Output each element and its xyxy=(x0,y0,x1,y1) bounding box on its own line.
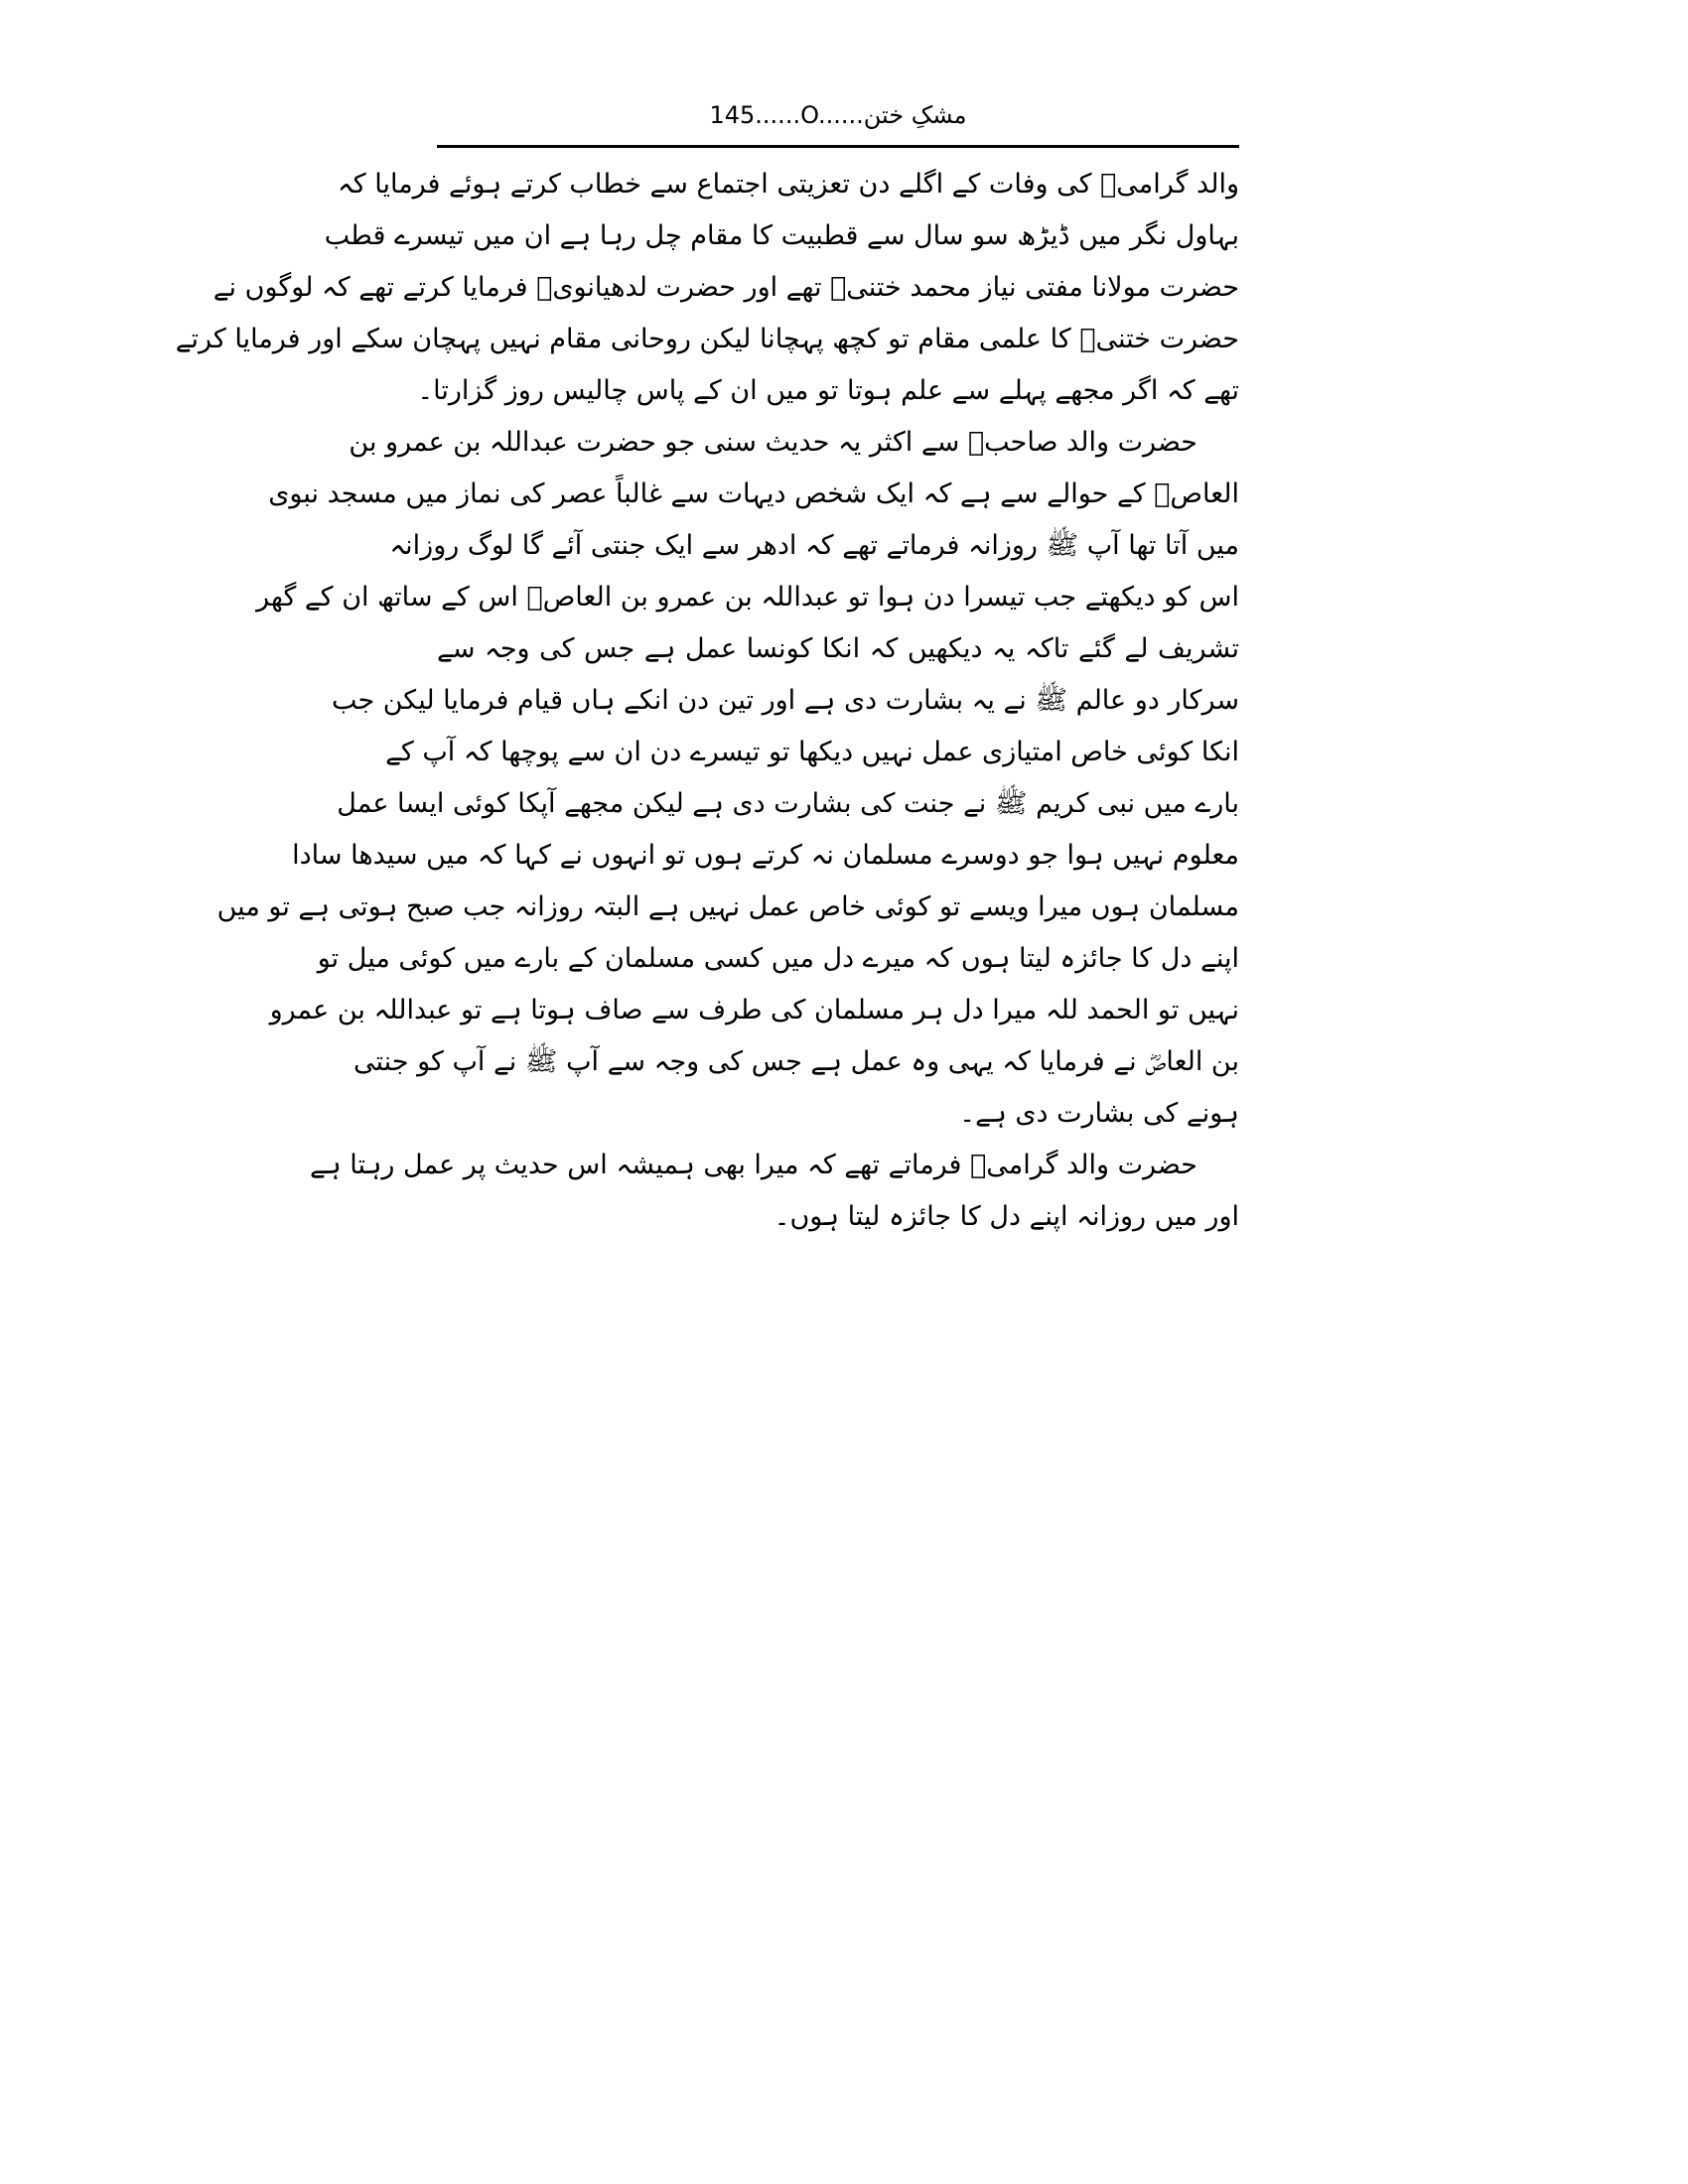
text-line: اپنے دل کا جائزہ لیتا ہوں کہ میرے دل میں کسی مسلمان کے بارے میں کوئی میل تو xyxy=(317,943,1239,974)
text-line: تشریف لے گئے تاکہ یہ دیکھیں کہ انکا کونسا عمل ہے جس کی وجہ سے xyxy=(437,633,1239,664)
text-line: ہونے کی بشارت دی ہے۔ xyxy=(959,1098,1239,1129)
text-line: حضرت مولانا مفتی نیاز محمد ختنیؒ تھے اور حضرت لدھیانویؒ فرمایا کرتے تھے کہ لوگوں نے xyxy=(212,272,1239,303)
text-body xyxy=(175,159,1239,1243)
text-line: مسلمان ہوں میرا ویسے تو کوئی خاص عمل نہیں ہے البتہ روزانہ جب صبح ہوتی ہے تو میں xyxy=(216,891,1239,922)
text-line: بن العاصؓ نے فرمایا کہ یہی وہ عمل ہے جس کی وجہ سے آپ ﷺ نے آپ کو جنتی xyxy=(353,1046,1239,1077)
text-line: تھے کہ اگر مجھے پہلے سے علم ہوتا تو میں ان کے پاس چالیس روز گزارتا۔ xyxy=(417,375,1239,406)
text-line: حضرت والد صاحبؒ سے اکثر یہ حدیث سنی جو حضرت عبداللہ بن عمرو بن xyxy=(349,427,1197,458)
header-separator: ......O...... xyxy=(755,101,864,129)
book-title: مشکِ ختن xyxy=(863,101,967,129)
text-line: سرکار دو عالم ﷺ نے یہ بشارت دی ہے اور تین دن انکے ہاں قیام فرمایا لیکن جب xyxy=(331,685,1239,716)
header-rule xyxy=(437,145,1239,148)
text-line: والد گرامیؒ کی وفات کے اگلے دن تعزیتی اجتماع سے خطاب کرتے ہوئے فرمایا کہ xyxy=(337,169,1239,200)
text-line: العاصؓ کے حوالے سے ہے کہ ایک شخص دیہات سے غالباً عصر کی نماز میں مسجد نبوی xyxy=(268,478,1239,509)
page-header xyxy=(437,95,1239,135)
text-line: بارے میں نبی کریم ﷺ نے جنت کی بشارت دی ہے لیکن مجھے آپکا کوئی ایسا عمل xyxy=(337,788,1239,819)
text-line: بہاول نگر میں ڈیڑھ سو سال سے قطبیت کا مقام چل رہا ہے ان میں تیسرے قطب xyxy=(324,220,1239,251)
text-line: اس کو دیکھتے جب تیسرا دن ہوا تو عبداللہ بن عمرو بن العاصؓ اس کے ساتھ ان کے گھر xyxy=(256,582,1239,613)
text-line: اور میں روزانہ اپنے دل کا جائزہ لیتا ہوں۔ xyxy=(774,1201,1239,1232)
page-number: 145 xyxy=(709,101,756,129)
text-line: نہیں تو الحمد للہ میرا دل ہر مسلمان کی طرف سے صاف ہوتا ہے تو عبداللہ بن عمرو xyxy=(269,995,1239,1025)
text-line: حضرت والد گرامیؒ فرماتے تھے کہ میرا بھی ہمیشہ اس حدیث پر عمل رہتا ہے xyxy=(310,1150,1197,1180)
text-line: معلوم نہیں ہوا جو دوسرے مسلمان نہ کرتے ہوں تو انہوں نے کہا کہ میں سیدھا سادا xyxy=(292,840,1239,871)
text-line: حضرت ختنیؒ کا علمی مقام تو کچھ پہچانا لیکن روحانی مقام نہیں پہچان سکے اور فرمایا کرتے xyxy=(175,324,1239,354)
text-line: انکا کوئی خاص امتیازی عمل نہیں دیکھا تو تیسرے دن ان سے پوچھا کہ آپ کے xyxy=(385,737,1239,767)
text-line: میں آتا تھا آپ ﷺ روزانہ فرماتے تھے کہ ادھر سے ایک جنتی آئے گا لوگ روزانہ xyxy=(389,530,1239,561)
